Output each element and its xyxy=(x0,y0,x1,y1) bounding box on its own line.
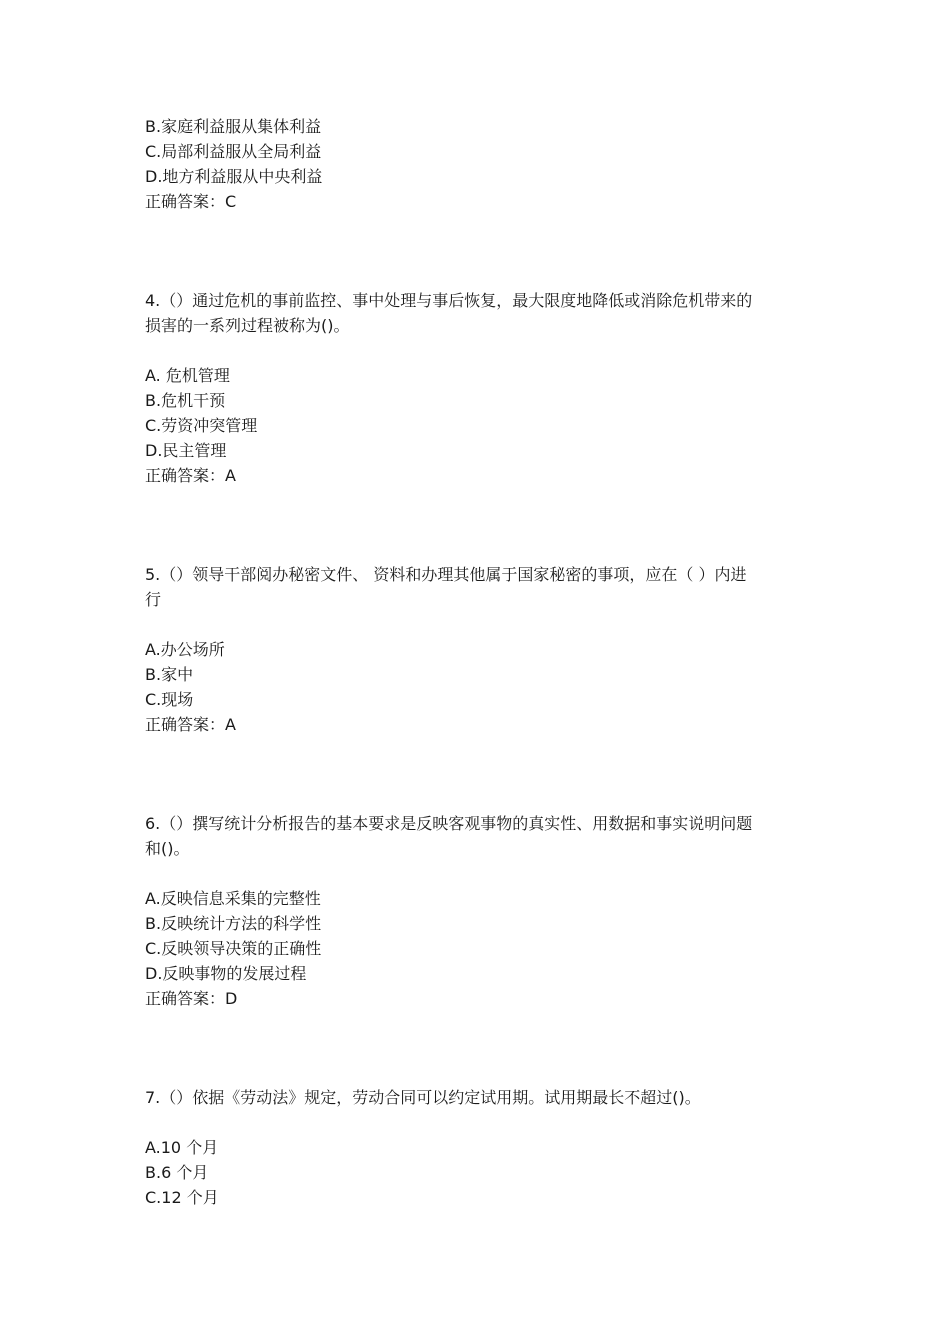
option-c: C.反映领导决策的正确性 xyxy=(145,939,322,958)
option-b: B.家中 xyxy=(145,665,194,684)
question-stem-line: 7.（）依据《劳动法》规定，劳动合同可以约定试用期。试用期最长不超过()。 xyxy=(145,1088,701,1107)
option-b: B.6 个月 xyxy=(145,1163,209,1182)
option-a: A.反映信息采集的完整性 xyxy=(145,889,321,908)
correct-answer: 正确答案：D xyxy=(145,989,238,1008)
question-stem-line: 5.（）领导干部阅办秘密文件、 资料和办理其他属于国家秘密的事项，应在（ ）内进 xyxy=(145,565,747,584)
question-stem-line: 和()。 xyxy=(145,839,190,858)
option-c: C.12 个月 xyxy=(145,1188,219,1207)
correct-answer: 正确答案：A xyxy=(145,715,236,734)
option-d: D.民主管理 xyxy=(145,441,227,460)
option-a: A.办公场所 xyxy=(145,640,225,659)
option-d: D.反映事物的发展过程 xyxy=(145,964,307,983)
option-b: B.反映统计方法的科学性 xyxy=(145,914,322,933)
option-a: A.10 个月 xyxy=(145,1138,219,1157)
question-stem-line: 损害的一系列过程被称为()。 xyxy=(145,316,350,335)
question-stem-line: 4.（）通过危机的事前监控、事中处理与事后恢复，最大限度地降低或消除危机带来的 xyxy=(145,291,753,310)
option-b: B.危机干预 xyxy=(145,391,226,410)
option-b: B.家庭利益服从集体利益 xyxy=(145,117,322,136)
option-a: A. 危机管理 xyxy=(145,366,230,385)
option-c: C.现场 xyxy=(145,690,194,709)
option-d: D.地方利益服从中央利益 xyxy=(145,167,323,186)
option-c: C.局部利益服从全局利益 xyxy=(145,142,322,161)
correct-answer: 正确答案：A xyxy=(145,466,236,485)
question-stem-line: 行 xyxy=(145,590,162,609)
question-stem-line: 6.（）撰写统计分析报告的基本要求是反映客观事物的真实性、用数据和事实说明问题 xyxy=(145,814,753,833)
option-c: C.劳资冲突管理 xyxy=(145,416,258,435)
correct-answer: 正确答案：C xyxy=(145,192,237,211)
